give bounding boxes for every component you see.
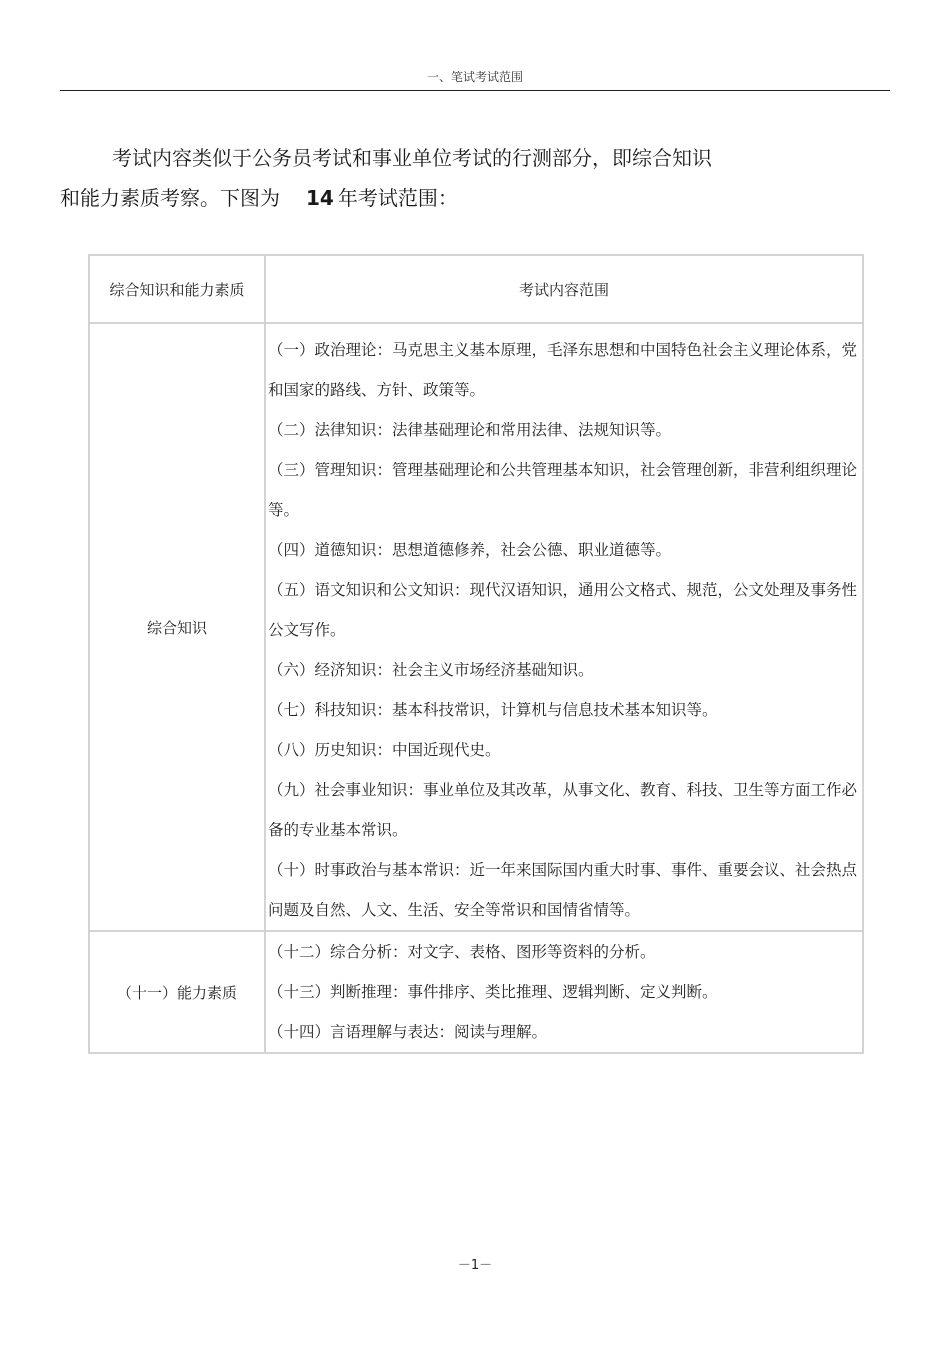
scope-cell (265, 931, 863, 1053)
scope-item: （六）经济知识：社会主义市场经济基础知识。 (268, 661, 594, 679)
running-header: 一、笔试考试范围 (426, 70, 523, 84)
table-row (89, 931, 863, 1053)
intro-line-1: 考试内容类似于公务员考试和事业单位考试的行测部分，即综合知识 (112, 146, 712, 170)
scope-item: （四）道德知识：思想道德修养，社会公德、职业道德等。 (268, 541, 672, 559)
exam-scope-table (88, 254, 864, 1054)
header-scope: 考试内容范围 (265, 255, 863, 323)
category-cell: （十一）能力素质 (89, 931, 265, 1053)
scope-item: （一）政治理论：马克思主义基本原理，毛泽东思想和中国特色社会主义理论体系，党和国家的路线、方针、政策等。 (268, 341, 858, 399)
header-category: 综合知识和能力素质 (89, 255, 265, 323)
scope-item: （二）法律知识：法律基础理论和常用法律、法规知识等。 (268, 421, 672, 439)
scope-item: （十四）言语理解与表达：阅读与理解。 (268, 1023, 548, 1041)
table-row (89, 323, 863, 931)
scope-cell (265, 323, 863, 931)
header-divider (60, 90, 890, 91)
intro-year: 14 (306, 186, 334, 210)
scope-item: （五）语文知识和公文知识：现代汉语知识，通用公文格式、规范，公文处理及事务性公文写作。 (268, 581, 858, 639)
scope-item: （八）历史知识：中国近现代史。 (268, 741, 501, 759)
intro-line-2-text: 和能力素质考察。下图为 (60, 186, 280, 210)
intro-line-2 (60, 178, 860, 218)
category-cell: 综合知识 (89, 323, 265, 931)
intro-paragraph (60, 138, 860, 218)
scope-item: （十三）判断推理：事件排序、类比推理、逻辑判断、定义判断。 (268, 983, 718, 1001)
intro-line-2-end: 年考试范围： (337, 186, 458, 210)
table-header-row (89, 255, 863, 323)
scope-item: （十）时事政治与基本常识：近一年来国际国内重大时事、事件、重要会议、社会热点问题及自然、人文、生活、安全等常识和国情省情等。 (268, 861, 858, 919)
scope-item: （三）管理知识：管理基础理论和公共管理基本知识，社会管理创新，非营利组织理论等。 (268, 461, 858, 519)
scope-item: （十二）综合分析：对文字、表格、图形等资料的分析。 (268, 943, 656, 961)
scope-item: （七）科技知识：基本科技常识，计算机与信息技术基本知识等。 (268, 701, 718, 719)
scope-item: （九）社会事业知识：事业单位及其改革，从事文化、教育、科技、卫生等方面工作必备的专业基本常识。 (268, 781, 858, 839)
page-number: －1－ (457, 1258, 493, 1273)
